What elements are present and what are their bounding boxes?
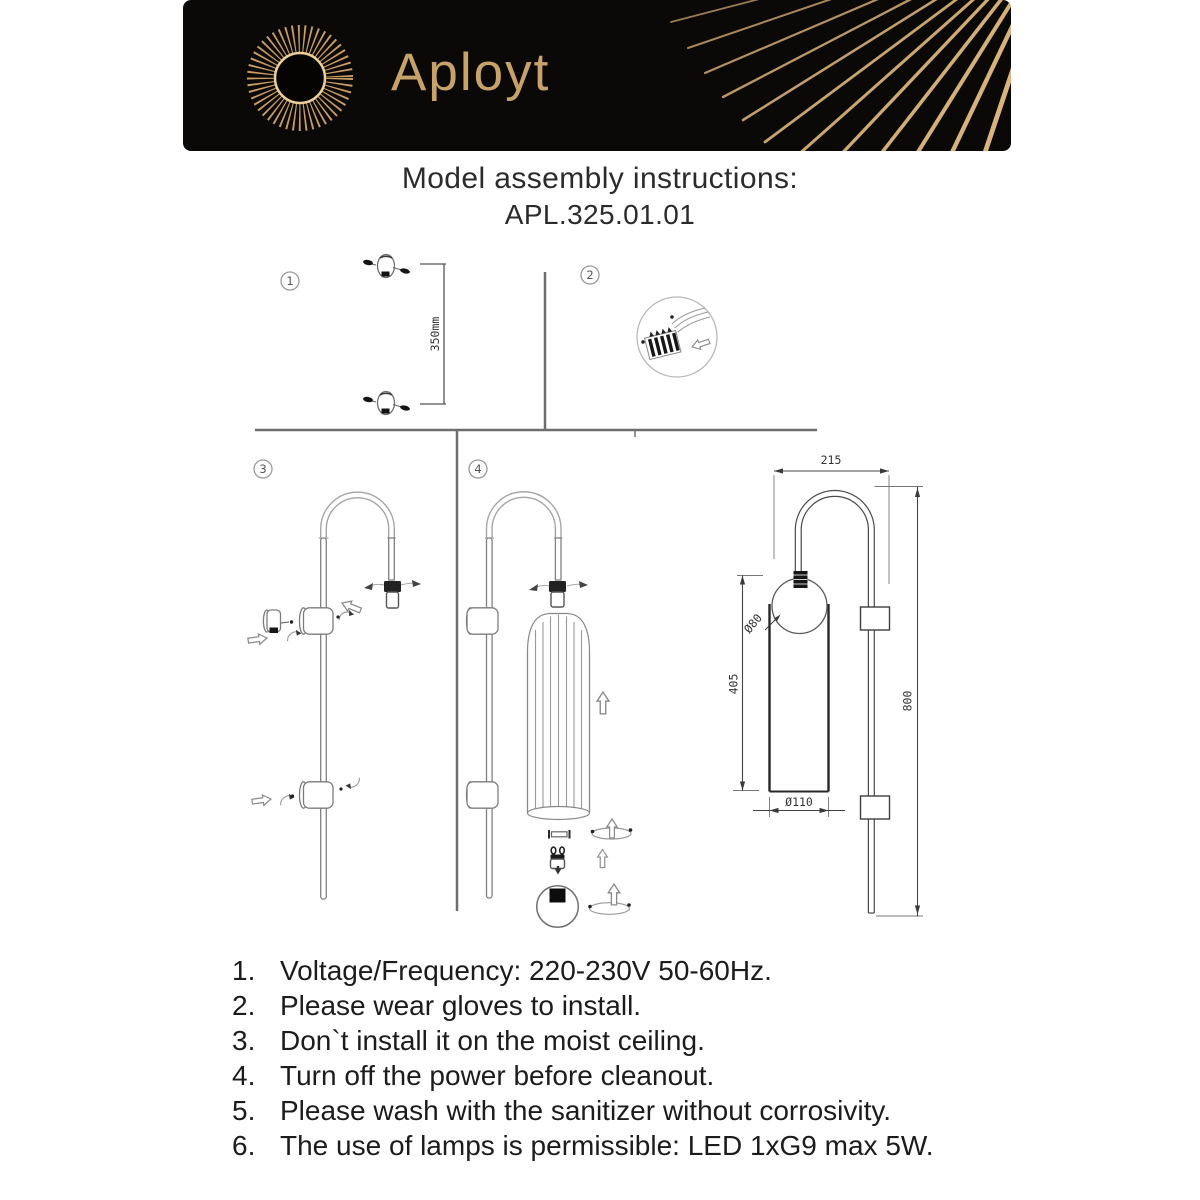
step-3-marker: 3 xyxy=(259,462,267,476)
dimension-height-800: 800 xyxy=(900,690,915,712)
dimension-shade-d110: Ø110 xyxy=(785,795,813,809)
item-number: 5. xyxy=(232,1095,256,1126)
item-text: Please wear gloves to install. xyxy=(280,990,642,1021)
corner-rays-decoration xyxy=(653,0,1011,151)
banner-art xyxy=(183,0,1011,151)
socket-icon xyxy=(384,581,401,592)
item-number: 4. xyxy=(232,1060,256,1091)
dimension-ball-d80: Ø80 xyxy=(740,610,765,636)
item-text: The use of lamps is permissible: LED 1xG9 max 5W. xyxy=(280,1130,934,1161)
assembly-diagram xyxy=(180,240,1020,940)
item-text: Please wash with the sanitizer without corrosivity. xyxy=(280,1095,892,1126)
up-arrow-icon xyxy=(597,692,609,714)
item-text: Don`t install it on the moist ceiling. xyxy=(280,1025,705,1056)
ribbed-shade xyxy=(528,614,590,820)
item-number: 2. xyxy=(232,990,256,1021)
step-4-diagram xyxy=(467,460,633,927)
dimension-height-405: 405 xyxy=(726,673,741,695)
brand-wordmark: Aployt xyxy=(391,43,551,102)
item-number: 3. xyxy=(232,1025,256,1056)
instructions-list xyxy=(232,953,934,1163)
step-1-marker: 1 xyxy=(286,274,294,288)
item-text: Voltage/Frequency: 220-230V 50-60Hz. xyxy=(280,955,772,986)
step-2-diagram xyxy=(581,266,717,377)
socket-icon xyxy=(549,581,566,592)
step-1-diagram xyxy=(281,255,446,415)
dimension-width-215: 215 xyxy=(820,453,842,467)
sunburst-logo-icon xyxy=(261,39,339,117)
brand-banner xyxy=(183,0,1011,151)
dimension-350mm: 350mm xyxy=(428,316,442,352)
instruction-item xyxy=(232,1093,934,1128)
collar-ring xyxy=(549,830,570,839)
item-number: 6. xyxy=(232,1130,256,1161)
step-2-marker: 2 xyxy=(586,268,594,282)
instruction-item xyxy=(232,953,934,988)
pole-mount-upper xyxy=(304,608,334,634)
model-number: APL.325.01.01 xyxy=(504,199,696,230)
item-text: Turn off the power before cleanout. xyxy=(280,1060,715,1091)
title-line: Model assembly instructions: xyxy=(401,162,799,195)
instruction-item xyxy=(232,1023,934,1058)
instruction-item xyxy=(232,1128,934,1163)
page-title xyxy=(0,162,1200,231)
item-number: 1. xyxy=(232,955,256,986)
instruction-item xyxy=(232,1058,934,1093)
g9-bulb-icon xyxy=(551,847,565,874)
step-4-marker: 4 xyxy=(474,462,482,476)
pole-mount-lower xyxy=(304,782,334,808)
dimension-drawing xyxy=(727,453,924,916)
step-3-diagram xyxy=(247,460,421,899)
instruction-item xyxy=(232,988,934,1023)
